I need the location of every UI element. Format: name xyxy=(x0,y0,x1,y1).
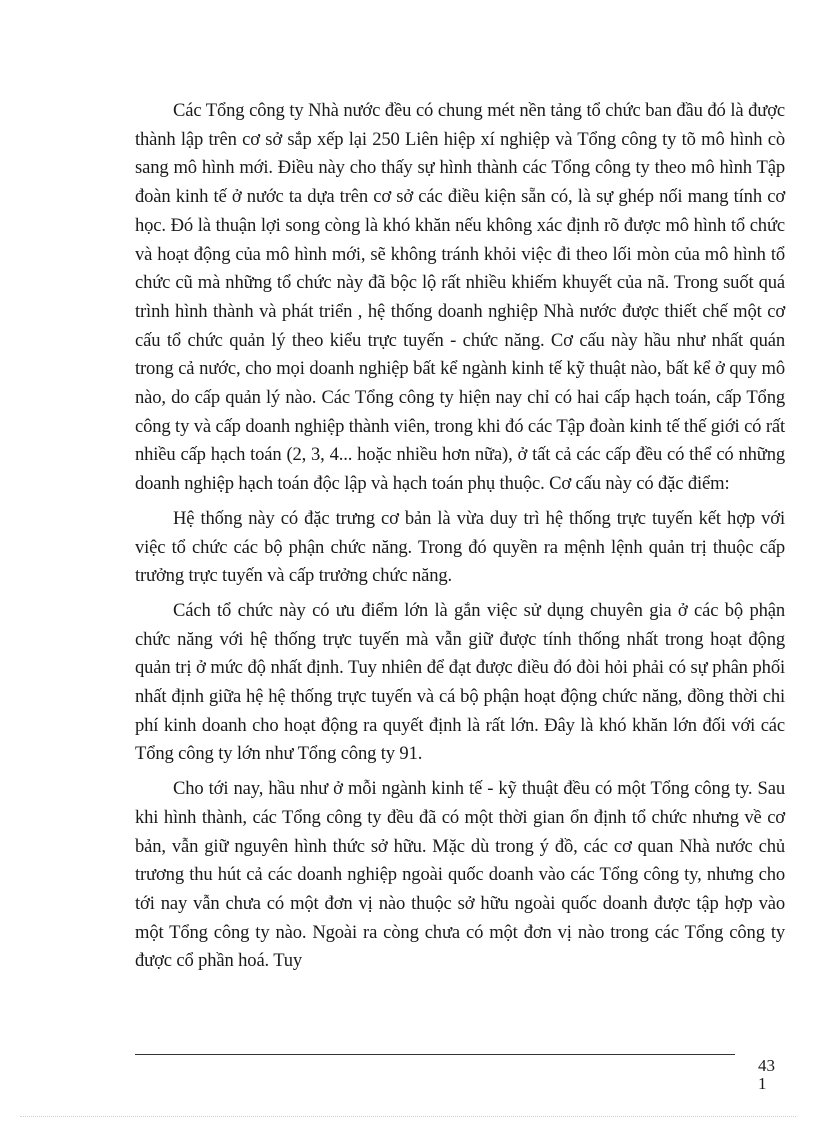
page-number: 431 xyxy=(758,1056,775,1093)
paragraph-4: Cho tới nay, hầu như ở mỗi ngành kinh tế - kỹ thuật đều có một Tổng công ty. Sau khi hình thành, các Tổng công ty đều đã có một thời gian ổn định tổ chức nhưng về cơ bản, vẫn giữ nguyên hình thức sở hữu. Mặc dù trong ý đồ, các cơ quan Nhà nước chủ trương thu hút cả các doanh nghiệp ngoài quốc doanh vào các Tổng công ty, nhưng cho tới nay vẫn chưa có một đơn vị nào thuộc sở hữu ngoài quốc doanh được tập hợp vào một Tổng công ty nào. Ngoài ra còng chưa có một đơn vị nào trong các Tổng công ty được cổ phần hoá. Tuy xyxy=(135,778,785,972)
paragraph-1: Các Tổng công ty Nhà nước đều có chung mét nền tảng tổ chức ban đầu đó là được thành lập trên cơ sở sắp xếp lại 250 Liên hiệp xí nghiệp và Tổng công ty tõ mô hình cò sang mô hình mới. Điều này cho thấy sự hình thành các Tổng công ty theo mô hình Tập đoàn kinh tế ở nước ta dựa trên cơ sở các điều kiện sẵn có, là sự ghép nối mang tính cơ học. Đó là thuận lợi song còng là khó khăn nếu không xác định rõ được mô hình tổ chức và hoạt động của mô hình mới, sẽ không tránh khỏi việc đi theo lối mòn của mô hình tổ chức cũ mà những tổ chức này đã bộc lộ rất nhiều khiếm khuyết của nã. Trong suốt quá trình hình thành và phát triển , hệ thống doanh nghiệp Nhà nước được thiết chế một cơ cấu tổ chức quản lý theo kiểu trực tuyến - chức năng. Cơ cấu này hầu như nhất quán trong cả nước, cho mọi doanh nghiệp bất kể ngành kinh tế kỹ thuật nào, bất kể ở quy mô nào, do cấp quản lý nào. Các Tổng công ty hiện nay chỉ có hai cấp hạch toán, cấp Tổng công ty và cấp doanh nghiệp thành viên, trong khi đó các Tập đoàn kinh tế thế giới có rất nhiều cấp hạch toán (2, 3, 4... hoặc nhiều hơn nữa), ở tất cả các cấp đều có thể có những doanh nghiệp hạch toán độc lập và hạch toán phụ thuộc. Cơ cấu này có đặc điểm: xyxy=(135,100,785,495)
footer-divider xyxy=(135,1054,735,1055)
paragraph-2: Hệ thống này có đặc trưng cơ bản là vừa duy trì hệ thống trực tuyến kết hợp với việc tổ chức các bộ phận chức năng. Trong đó quyền ra mệnh lệnh quản trị thuộc cấp trưởng trực tuyến và cấp trưởng chức năng. xyxy=(135,507,785,587)
body-text xyxy=(135,97,785,982)
paragraph-3: Cách tổ chức này có ưu điểm lớn là gắn việc sử dụng chuyên gia ở các bộ phận chức năng với hệ thống trực tuyến mà vẫn giữ được tính thống nhất trong hoạt động quản trị ở mức độ nhất định. Tuy nhiên để đạt được điều đó đòi hỏi phải có sự phân phối nhất định giữa hệ hệ thống trực tuyến và cá bộ phận hoạt động chức năng, đồng thời chi phí kinh doanh cho hoạt động ra quyết định là rất lớn. Đây là khó khăn lớn đối với các Tổng công ty lớn như Tổng công ty 91. xyxy=(135,599,785,765)
page-bottom-edge xyxy=(20,1116,796,1117)
